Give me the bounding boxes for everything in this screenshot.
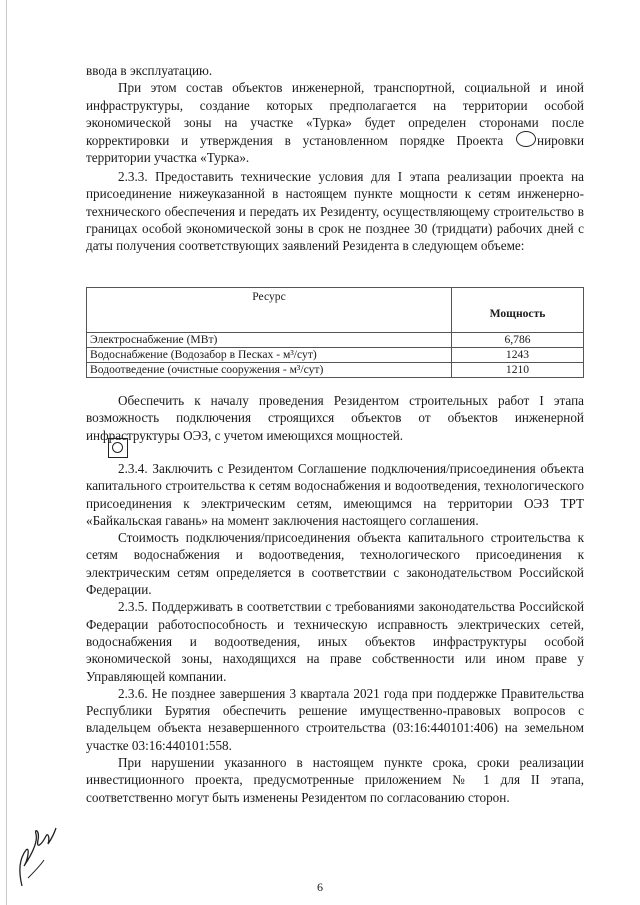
circle-stamp-icon (108, 438, 128, 458)
resource-name: Водоснабжение (Водозабор в Песках - м³/сут) (87, 348, 452, 363)
circle-mark-icon (516, 131, 536, 147)
clause-2-3-6: 2.3.6. Не позднее завершения 3 квартала 2021 года при поддержке Правительства Республики Бурятия обеспечить решение имущественно-правовых вопросов с владельцем объекта незавершенного строительства (03:16:440101:406) на земельном участке 03:16:440101:558. (86, 685, 584, 753)
header-resource-cell (87, 288, 452, 333)
infrastructure-text-start: При этом состав объектов инженерной, транспортной, социальной и иной инфраструктуры, создание которых предполагается на территории особой экономической зоны на участке «Турка» будет определен сторонами после корректировки и утверждения в установленном порядке Проекта (86, 80, 584, 149)
clause-2-3-3: 2.3.3. Предоставить технические условия для I этапа реализации проекта на присоединение нижеуказанной в настоящем пункте мощности к сетям инженерно-технического обеспечения и передать их Резиденту, осуществляющему строительство в границах особой экономической зоны в срок не позднее 30 (тридцати) рабочих дней с даты получения соответствующих заявлений Резидента в следующем объеме: (86, 169, 584, 254)
infrastructure-paragraph (86, 79, 584, 166)
resource-value: 6,786 (452, 333, 584, 348)
cost-paragraph: Стоимость подключения/присоединения объекта капитального строительства к сетям водоснабжения и водоотведения, технологического присоединения к электрическим сетям определяется в соответствии с законодательством Российской Федерации. (86, 530, 584, 598)
clause-2-3-4: 2.3.4. Заключить с Резидентом Соглашение подключения/присоединения объекта капитального строительства к сетям водоснабжения и водоотведения, технологического присоединения к электрическим сетям, имеющимся на территории ОЭЗ ТРТ «Байкальская гавань» на момент заключения настоящего соглашения. (86, 461, 584, 528)
infrastructure-text-end: нировки территории участка «Турка». (86, 133, 585, 166)
intro-block (86, 62, 584, 167)
clause-2-3-3-block (86, 168, 584, 254)
connection-block (86, 392, 584, 444)
intro-paragraph: ввода в эксплуатацию. (86, 63, 213, 78)
header-resource: Ресурс (252, 290, 286, 303)
header-power: Мощность (489, 307, 546, 320)
resource-table (86, 287, 584, 378)
scan-edge-line (6, 0, 7, 905)
resource-value: 1210 (452, 363, 584, 378)
table-header-row (87, 288, 584, 333)
table-row (87, 348, 584, 363)
violation-paragraph: При нарушении указанного в настоящем пункте срока, сроки реализации инвестиционного проекта, предусмотренные приложением № 1 для II этапа, соответственно могут быть изменены Резидентом по согласованию сторон. (86, 755, 584, 805)
clause-2-3-5: 2.3.5. Поддерживать в соответствии с требованиями законодательства Российской Федерации работоспособность и техническую исправность электрических сетей, водоснабжения и водоотведения, иных объектов инфраструктуры особой экономической зоны, находящихся на праве собственности или ином праве у Управляющей компании. (86, 599, 584, 684)
resource-name: Электроснабжение (МВт) (87, 333, 452, 348)
resource-name: Водоотведение (очистные сооружения - м³/сут) (87, 363, 452, 378)
header-power-cell (452, 288, 584, 333)
clauses-block (86, 460, 584, 806)
page-number: 6 (317, 880, 323, 894)
table-row (87, 363, 584, 378)
connection-paragraph: Обеспечить к началу проведения Резидентом строительных работ I этапа возможность подключения строящихся объектов от объектов инженерной инфраструктуры ОЭЗ, с учетом имеющихся мощностей. (86, 393, 584, 443)
table-row (87, 333, 584, 348)
resource-value: 1243 (452, 348, 584, 363)
